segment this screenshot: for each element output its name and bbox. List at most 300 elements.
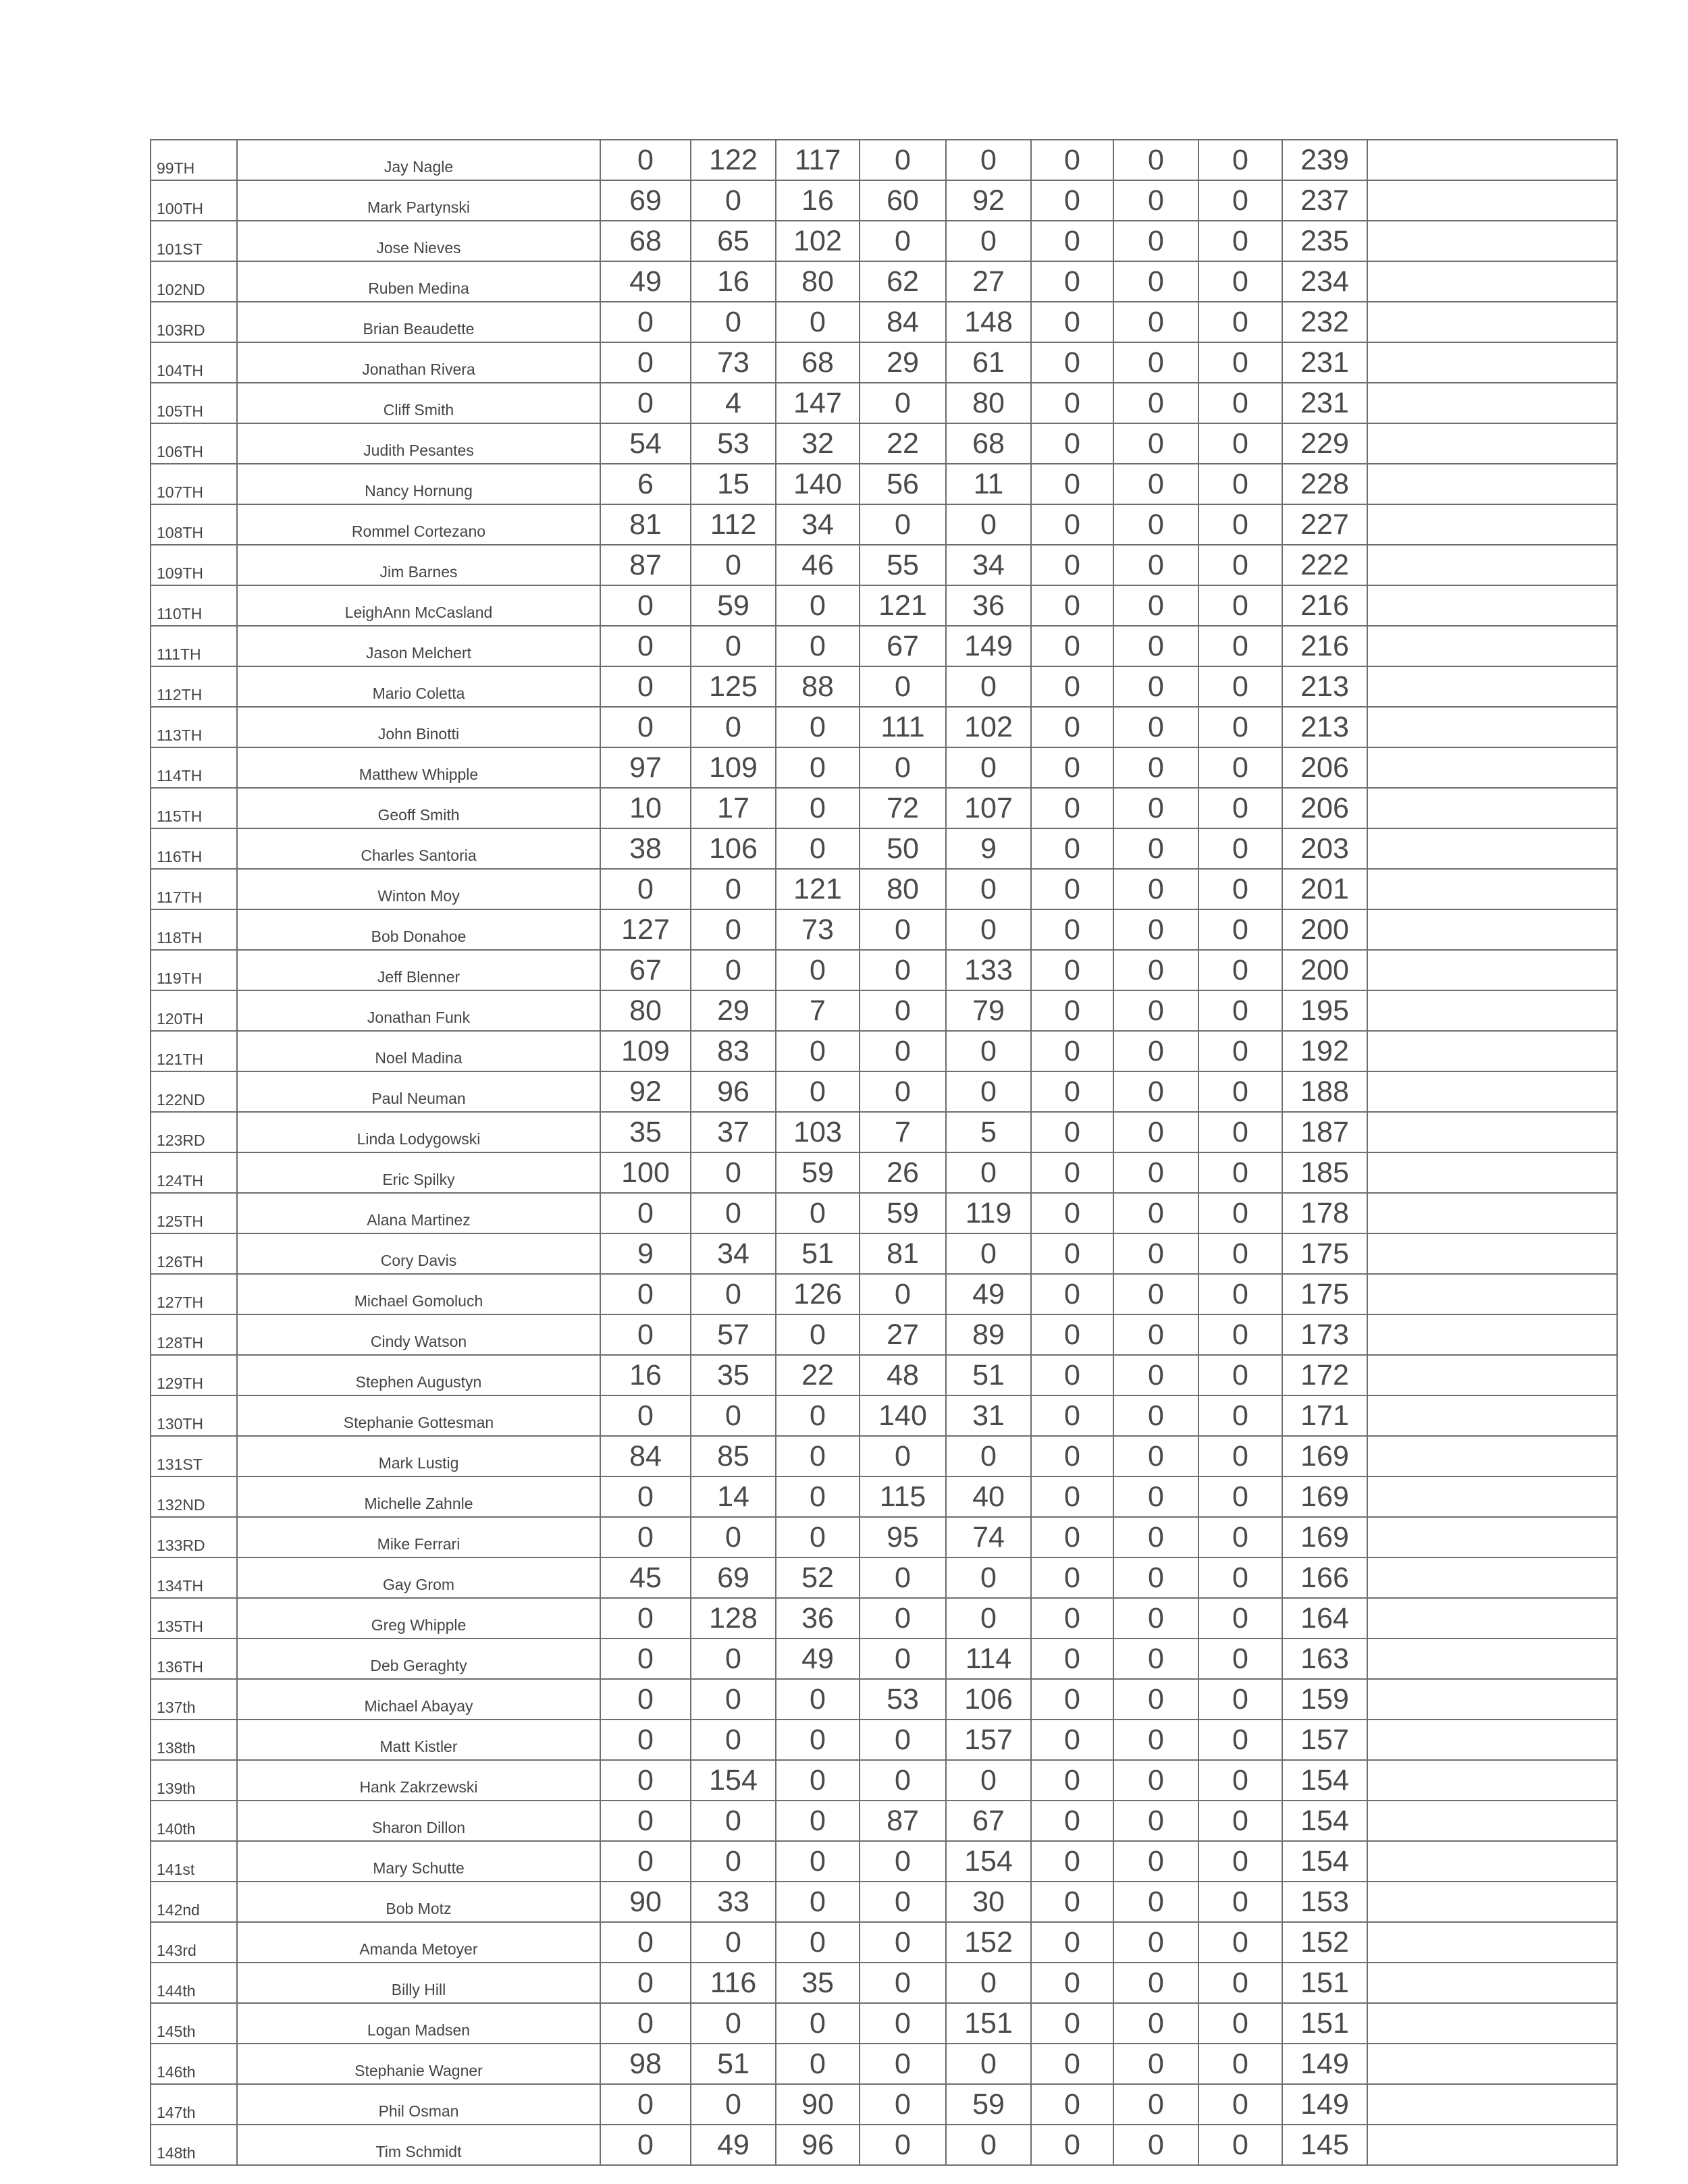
score-cell: 0	[1113, 626, 1198, 666]
empty-cell	[1367, 504, 1617, 545]
empty-cell	[1367, 1963, 1617, 2003]
table-row	[151, 1152, 1617, 1193]
score-cell: 0	[1113, 1841, 1198, 1882]
score-cell: 51	[946, 1355, 1031, 1395]
score-cell: 0	[1113, 2044, 1198, 2084]
score-cell: 51	[691, 2044, 776, 2084]
score-cell: 0	[1031, 423, 1113, 464]
place-cell: 143rd	[151, 1922, 237, 1963]
score-cell: 61	[946, 342, 1031, 383]
total-score-cell: 203	[1282, 828, 1367, 869]
score-cell: 0	[776, 950, 860, 990]
total-score-cell: 172	[1282, 1355, 1367, 1395]
score-cell: 0	[691, 950, 776, 990]
score-cell: 9	[946, 828, 1031, 869]
table-row	[151, 828, 1617, 869]
score-cell: 0	[691, 1720, 776, 1760]
score-cell: 15	[691, 464, 776, 504]
score-cell: 87	[600, 545, 691, 585]
score-cell: 4	[691, 383, 776, 423]
participant-name-cell: Cindy Watson	[237, 1314, 600, 1355]
score-cell: 38	[600, 828, 691, 869]
score-cell: 0	[946, 1152, 1031, 1193]
total-score-cell: 157	[1282, 1720, 1367, 1760]
score-cell: 103	[776, 1112, 860, 1152]
participant-name-cell: Phil Osman	[237, 2084, 600, 2125]
score-cell: 0	[600, 1193, 691, 1233]
total-score-cell: 169	[1282, 1476, 1367, 1517]
table-row	[151, 1841, 1617, 1882]
score-cell: 0	[600, 1598, 691, 1639]
score-cell: 96	[691, 1071, 776, 1112]
participant-name-cell: LeighAnn McCasland	[237, 585, 600, 626]
score-cell: 45	[600, 1557, 691, 1598]
score-cell: 81	[860, 1233, 946, 1274]
participant-name-cell: Hank Zakrzewski	[237, 1760, 600, 1801]
score-cell: 49	[776, 1639, 860, 1679]
total-score-cell: 206	[1282, 747, 1367, 788]
score-cell: 0	[600, 383, 691, 423]
score-cell: 0	[1198, 1922, 1282, 1963]
place-cell: 101ST	[151, 221, 237, 261]
total-score-cell: 173	[1282, 1314, 1367, 1355]
participant-name-cell: Jason Melchert	[237, 626, 600, 666]
table-row	[151, 1598, 1617, 1639]
score-cell: 121	[776, 869, 860, 909]
participant-name-cell: Tim Schmidt	[237, 2125, 600, 2165]
score-cell: 0	[1113, 180, 1198, 221]
total-score-cell: 159	[1282, 1679, 1367, 1720]
score-cell: 49	[691, 2125, 776, 2165]
score-cell: 84	[600, 1436, 691, 1476]
participant-name-cell: Amanda Metoyer	[237, 1922, 600, 1963]
score-cell: 0	[776, 1882, 860, 1922]
table-row	[151, 626, 1617, 666]
score-cell: 0	[1031, 302, 1113, 342]
place-cell: 119TH	[151, 950, 237, 990]
score-cell: 0	[691, 1841, 776, 1882]
score-cell: 56	[860, 464, 946, 504]
empty-cell	[1367, 1152, 1617, 1193]
total-score-cell: 216	[1282, 626, 1367, 666]
score-cell: 0	[600, 2125, 691, 2165]
empty-cell	[1367, 2044, 1617, 2084]
place-cell: 104TH	[151, 342, 237, 383]
score-cell: 0	[946, 221, 1031, 261]
score-cell: 0	[600, 1760, 691, 1801]
score-cell: 0	[1198, 1436, 1282, 1476]
participant-name-cell: Rommel Cortezano	[237, 504, 600, 545]
score-cell: 0	[860, 1963, 946, 2003]
score-cell: 0	[1113, 1882, 1198, 1922]
total-score-cell: 228	[1282, 464, 1367, 504]
score-cell: 0	[776, 1476, 860, 1517]
score-cell: 53	[860, 1679, 946, 1720]
empty-cell	[1367, 1031, 1617, 1071]
score-cell: 36	[946, 585, 1031, 626]
participant-name-cell: Stephanie Gottesman	[237, 1395, 600, 1436]
table-row	[151, 1801, 1617, 1841]
score-cell: 0	[600, 2003, 691, 2044]
total-score-cell: 213	[1282, 666, 1367, 707]
score-cell: 133	[946, 950, 1031, 990]
empty-cell	[1367, 2003, 1617, 2044]
score-cell: 0	[691, 1395, 776, 1436]
score-cell: 114	[946, 1639, 1031, 1679]
total-score-cell: 227	[1282, 504, 1367, 545]
score-cell: 36	[776, 1598, 860, 1639]
score-cell: 0	[1113, 1557, 1198, 1598]
score-cell: 0	[776, 2003, 860, 2044]
score-cell: 0	[600, 2084, 691, 2125]
score-cell: 0	[776, 707, 860, 747]
score-cell: 0	[1031, 626, 1113, 666]
score-cell: 0	[946, 747, 1031, 788]
score-cell: 68	[946, 423, 1031, 464]
score-cell: 0	[691, 909, 776, 950]
empty-cell	[1367, 180, 1617, 221]
score-cell: 0	[1113, 1720, 1198, 1760]
score-cell: 0	[1031, 2084, 1113, 2125]
table-row	[151, 1679, 1617, 1720]
total-score-cell: 187	[1282, 1112, 1367, 1152]
score-cell: 0	[860, 1639, 946, 1679]
score-cell: 74	[946, 1517, 1031, 1557]
participant-name-cell: Ruben Medina	[237, 261, 600, 302]
empty-cell	[1367, 1801, 1617, 1841]
score-cell: 52	[776, 1557, 860, 1598]
score-cell: 7	[776, 990, 860, 1031]
score-cell: 0	[1198, 1476, 1282, 1517]
score-cell: 0	[776, 1193, 860, 1233]
score-cell: 0	[1198, 1841, 1282, 1882]
score-cell: 0	[860, 909, 946, 950]
score-cell: 22	[860, 423, 946, 464]
place-cell: 118TH	[151, 909, 237, 950]
score-cell: 0	[1031, 1193, 1113, 1233]
participant-name-cell: Jay Nagle	[237, 140, 600, 180]
place-cell: 116TH	[151, 828, 237, 869]
place-cell: 110TH	[151, 585, 237, 626]
table-row	[151, 1639, 1617, 1679]
place-cell: 113TH	[151, 707, 237, 747]
score-cell: 60	[860, 180, 946, 221]
score-cell: 0	[776, 626, 860, 666]
participant-name-cell: Mark Lustig	[237, 1436, 600, 1476]
score-cell: 0	[1031, 1436, 1113, 1476]
total-score-cell: 213	[1282, 707, 1367, 747]
score-cell: 0	[1198, 2044, 1282, 2084]
score-cell: 0	[1031, 1679, 1113, 1720]
score-cell: 0	[1198, 1355, 1282, 1395]
place-cell: 140th	[151, 1801, 237, 1841]
score-cell: 95	[860, 1517, 946, 1557]
participant-name-cell: Jose Nieves	[237, 221, 600, 261]
score-cell: 0	[600, 1314, 691, 1355]
score-cell: 0	[1113, 2084, 1198, 2125]
participant-name-cell: John Binotti	[237, 707, 600, 747]
place-cell: 133RD	[151, 1517, 237, 1557]
total-score-cell: 171	[1282, 1395, 1367, 1436]
score-cell: 0	[860, 2125, 946, 2165]
place-cell: 147th	[151, 2084, 237, 2125]
place-cell: 111TH	[151, 626, 237, 666]
total-score-cell: 154	[1282, 1760, 1367, 1801]
score-cell: 0	[860, 747, 946, 788]
score-cell: 0	[1113, 221, 1198, 261]
empty-cell	[1367, 950, 1617, 990]
table-row	[151, 342, 1617, 383]
table-row	[151, 585, 1617, 626]
score-cell: 0	[1113, 1963, 1198, 2003]
score-cell: 0	[1198, 1760, 1282, 1801]
score-cell: 59	[946, 2084, 1031, 2125]
place-cell: 120TH	[151, 990, 237, 1031]
total-score-cell: 169	[1282, 1436, 1367, 1476]
score-cell: 0	[1198, 342, 1282, 383]
empty-cell	[1367, 707, 1617, 747]
score-cell: 46	[776, 545, 860, 585]
score-cell: 0	[776, 1517, 860, 1557]
score-cell: 0	[1198, 383, 1282, 423]
score-cell: 0	[1113, 1598, 1198, 1639]
score-cell: 0	[1113, 504, 1198, 545]
score-cell: 10	[600, 788, 691, 828]
score-cell: 0	[600, 1801, 691, 1841]
participant-name-cell: Linda Lodygowski	[237, 1112, 600, 1152]
score-cell: 0	[860, 2003, 946, 2044]
score-cell: 59	[776, 1152, 860, 1193]
score-cell: 62	[860, 261, 946, 302]
score-cell: 87	[860, 1801, 946, 1841]
score-cell: 0	[1198, 1112, 1282, 1152]
score-cell: 0	[1031, 1355, 1113, 1395]
score-cell: 37	[691, 1112, 776, 1152]
score-cell: 69	[600, 180, 691, 221]
place-cell: 114TH	[151, 747, 237, 788]
score-cell: 0	[1031, 1760, 1113, 1801]
score-cell: 96	[776, 2125, 860, 2165]
participant-name-cell: Michael Gomoluch	[237, 1274, 600, 1314]
score-cell: 119	[946, 1193, 1031, 1233]
empty-cell	[1367, 585, 1617, 626]
total-score-cell: 163	[1282, 1639, 1367, 1679]
participant-name-cell: Mario Coletta	[237, 666, 600, 707]
score-cell: 0	[860, 140, 946, 180]
table-row	[151, 464, 1617, 504]
table-row	[151, 383, 1617, 423]
place-cell: 129TH	[151, 1355, 237, 1395]
score-cell: 0	[1113, 1517, 1198, 1557]
score-cell: 90	[776, 2084, 860, 2125]
score-cell: 0	[600, 626, 691, 666]
total-score-cell: 151	[1282, 2003, 1367, 2044]
score-cell: 117	[776, 140, 860, 180]
score-cell: 0	[860, 990, 946, 1031]
score-cell: 0	[1198, 828, 1282, 869]
score-cell: 0	[600, 1274, 691, 1314]
score-cell: 0	[1113, 1071, 1198, 1112]
score-cell: 0	[600, 302, 691, 342]
participant-name-cell: Bob Donahoe	[237, 909, 600, 950]
score-cell: 102	[776, 221, 860, 261]
score-cell: 115	[860, 1476, 946, 1517]
place-cell: 131ST	[151, 1436, 237, 1476]
empty-cell	[1367, 1639, 1617, 1679]
total-score-cell: 222	[1282, 545, 1367, 585]
score-cell: 0	[1198, 788, 1282, 828]
total-score-cell: 153	[1282, 1882, 1367, 1922]
score-cell: 0	[1113, 1436, 1198, 1476]
score-cell: 0	[776, 1071, 860, 1112]
table-row	[151, 1760, 1617, 1801]
score-cell: 0	[1031, 545, 1113, 585]
score-cell: 0	[691, 707, 776, 747]
empty-cell	[1367, 1517, 1617, 1557]
table-row	[151, 1517, 1617, 1557]
empty-cell	[1367, 545, 1617, 585]
score-cell: 0	[1113, 869, 1198, 909]
score-cell: 69	[691, 1557, 776, 1598]
score-cell: 126	[776, 1274, 860, 1314]
total-score-cell: 149	[1282, 2084, 1367, 2125]
score-cell: 79	[946, 990, 1031, 1031]
score-cell: 22	[776, 1355, 860, 1395]
place-cell: 123RD	[151, 1112, 237, 1152]
score-cell: 0	[1198, 261, 1282, 302]
empty-cell	[1367, 342, 1617, 383]
score-cell: 0	[946, 1233, 1031, 1274]
total-score-cell: 166	[1282, 1557, 1367, 1598]
table-row	[151, 2044, 1617, 2084]
total-score-cell: 192	[1282, 1031, 1367, 1071]
place-cell: 105TH	[151, 383, 237, 423]
score-cell: 0	[691, 626, 776, 666]
score-cell: 0	[1198, 1598, 1282, 1639]
score-cell: 0	[1198, 1720, 1282, 1760]
score-cell: 0	[1198, 221, 1282, 261]
total-score-cell: 164	[1282, 1598, 1367, 1639]
score-cell: 0	[860, 2084, 946, 2125]
score-cell: 0	[776, 1760, 860, 1801]
score-cell: 65	[691, 221, 776, 261]
table-row	[151, 545, 1617, 585]
score-cell: 0	[946, 1436, 1031, 1476]
score-cell: 0	[776, 1679, 860, 1720]
place-cell: 125TH	[151, 1193, 237, 1233]
place-cell: 139th	[151, 1760, 237, 1801]
empty-cell	[1367, 1922, 1617, 1963]
score-cell: 0	[1113, 990, 1198, 1031]
participant-name-cell: Geoff Smith	[237, 788, 600, 828]
empty-cell	[1367, 1436, 1617, 1476]
score-cell: 92	[600, 1071, 691, 1112]
score-cell: 107	[946, 788, 1031, 828]
score-cell: 0	[860, 1071, 946, 1112]
standings-body	[151, 140, 1617, 2165]
score-cell: 0	[1198, 666, 1282, 707]
score-cell: 109	[600, 1031, 691, 1071]
score-cell: 0	[946, 140, 1031, 180]
score-cell: 0	[691, 2003, 776, 2044]
score-cell: 106	[691, 828, 776, 869]
score-cell: 128	[691, 1598, 776, 1639]
score-cell: 0	[1113, 950, 1198, 990]
score-cell: 0	[860, 1720, 946, 1760]
score-cell: 0	[1031, 950, 1113, 990]
empty-cell	[1367, 747, 1617, 788]
score-cell: 157	[946, 1720, 1031, 1760]
table-row	[151, 707, 1617, 747]
place-cell: 121TH	[151, 1031, 237, 1071]
score-cell: 92	[946, 180, 1031, 221]
total-score-cell: 178	[1282, 1193, 1367, 1233]
score-cell: 0	[600, 666, 691, 707]
score-cell: 0	[776, 585, 860, 626]
empty-cell	[1367, 1071, 1617, 1112]
participant-name-cell: Jim Barnes	[237, 545, 600, 585]
score-cell: 27	[946, 261, 1031, 302]
score-cell: 0	[776, 1031, 860, 1071]
participant-name-cell: Eric Spilky	[237, 1152, 600, 1193]
table-row	[151, 1031, 1617, 1071]
score-cell: 0	[1113, 1031, 1198, 1071]
score-cell: 59	[691, 585, 776, 626]
score-cell: 0	[600, 1395, 691, 1436]
score-cell: 0	[1031, 1071, 1113, 1112]
empty-cell	[1367, 626, 1617, 666]
score-cell: 0	[1198, 1193, 1282, 1233]
table-row	[151, 2084, 1617, 2125]
score-cell: 0	[946, 1071, 1031, 1112]
score-cell: 6	[600, 464, 691, 504]
score-cell: 0	[600, 342, 691, 383]
score-cell: 0	[600, 1720, 691, 1760]
participant-name-cell: Paul Neuman	[237, 1071, 600, 1112]
score-cell: 0	[1113, 1152, 1198, 1193]
participant-name-cell: Michael Abayay	[237, 1679, 600, 1720]
score-cell: 0	[860, 221, 946, 261]
total-score-cell: 145	[1282, 2125, 1367, 2165]
score-cell: 0	[1031, 909, 1113, 950]
score-cell: 0	[1031, 1841, 1113, 1882]
score-cell: 54	[600, 423, 691, 464]
score-cell: 90	[600, 1882, 691, 1922]
total-score-cell: 175	[1282, 1233, 1367, 1274]
table-row	[151, 302, 1617, 342]
table-row	[151, 1557, 1617, 1598]
total-score-cell: 188	[1282, 1071, 1367, 1112]
total-score-cell: 195	[1282, 990, 1367, 1031]
table-row	[151, 1071, 1617, 1112]
score-cell: 67	[860, 626, 946, 666]
score-cell: 0	[1198, 1071, 1282, 1112]
score-cell: 84	[860, 302, 946, 342]
score-cell: 34	[776, 504, 860, 545]
score-cell: 100	[600, 1152, 691, 1193]
score-cell: 0	[1031, 1720, 1113, 1760]
score-cell: 151	[946, 2003, 1031, 2044]
score-cell: 0	[1198, 1233, 1282, 1274]
score-cell: 0	[1113, 1760, 1198, 1801]
total-score-cell: 152	[1282, 1922, 1367, 1963]
score-cell: 0	[946, 909, 1031, 950]
score-cell: 106	[946, 1679, 1031, 1720]
empty-cell	[1367, 1598, 1617, 1639]
score-cell: 0	[1113, 342, 1198, 383]
score-cell: 0	[860, 1598, 946, 1639]
participant-name-cell: Mary Schutte	[237, 1841, 600, 1882]
